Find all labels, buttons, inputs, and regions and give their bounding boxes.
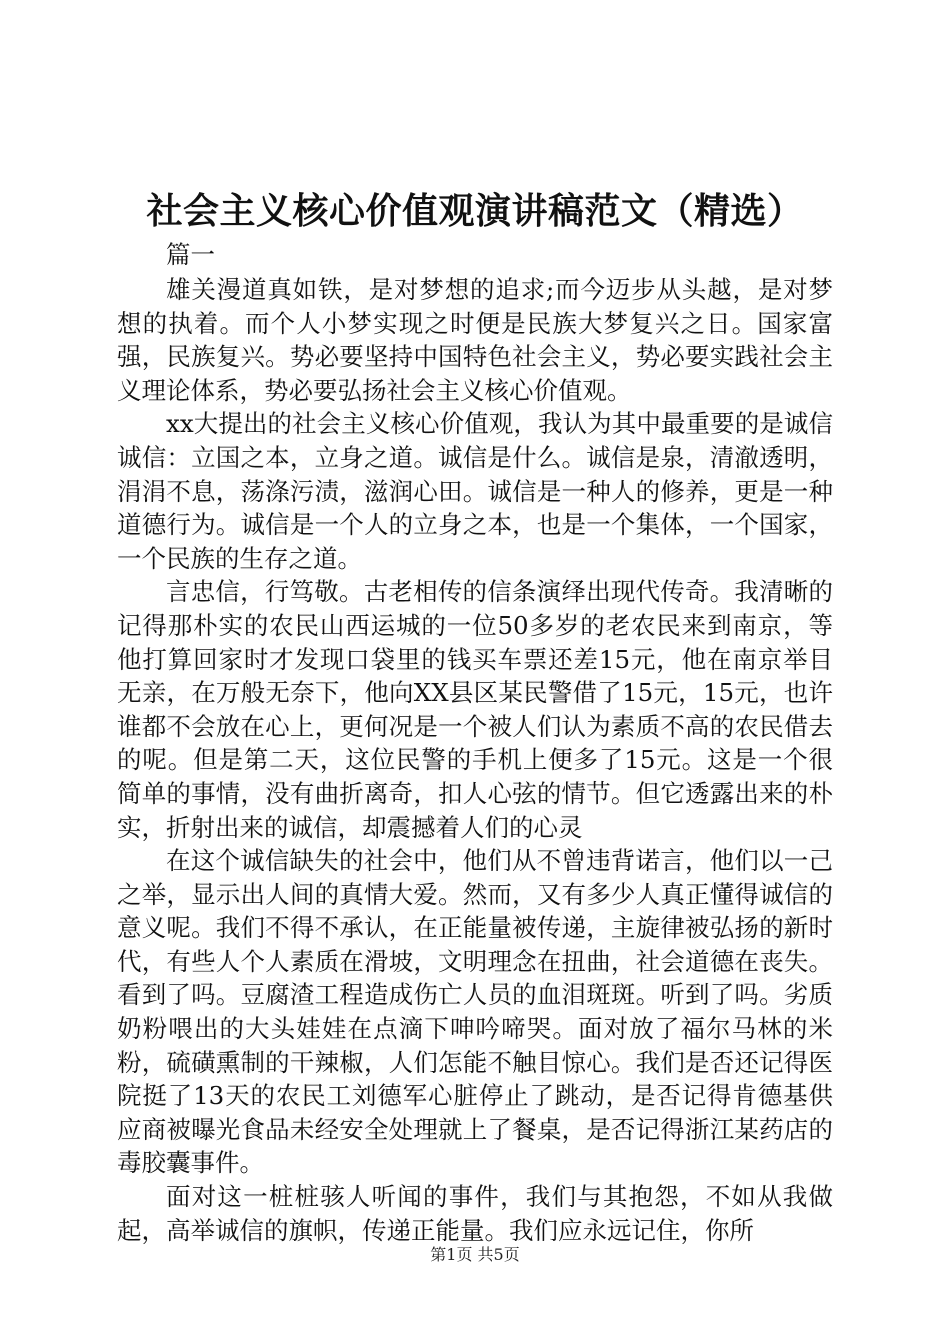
paragraph-2: xx大提出的社会主义核心价值观，我认为其中最重要的是诚信诚信：立国之本，立身之道。诚信是什么。诚信是泉，清澈透明，涓涓不息，荡涤污渍，滋润心田。诚信是一种人的修养，更是一种道德行为。诚信是一个人的立身之本，也是一个集体，一个国家，一个民族的生存之道。	[117, 409, 833, 573]
section-label: 篇一	[166, 240, 215, 269]
paragraph-4: 在这个诚信缺失的社会中，他们从不曾违背诺言，他们以一己之举，显示出人间的真情大爱。然而，又有多少人真正懂得诚信的意义呢。我们不得不承认，在正能量被传递，主旋律被弘扬的新时代，有些人个人素质在滑坡，文明理念在扭曲，社会道德在丧失。看到了吗。豆腐渣工程造成伤亡人员的血泪斑斑。听到了吗。劣质奶粉喂出的大头娃娃在点滴下呻吟啼哭。面对放了福尔马林的米粉，硫磺熏制的干辣椒，人们怎能不触目惊心。我们是否还记得医院挺了13天的农民工刘德军心脏停止了跳动，是否记得肯德基供应商被曝光食品未经安全处理就上了餐桌，是否记得浙江某药店的毒胶囊事件。	[117, 846, 833, 1178]
paragraph-5: 面对这一桩桩骇人听闻的事件，我们与其抱怨，不如从我做起，高举诚信的旗帜，传递正能量。我们应永远记住，你所	[117, 1182, 833, 1245]
page-footer: 第1页 共5页	[430, 1245, 520, 1264]
paragraph-1: 雄关漫道真如铁，是对梦想的追求;而今迈步从头越，是对梦想的执着。而个人小梦实现之时便是民族大梦复兴之日。国家富强，民族复兴。势必要坚持中国特色社会主义，势必要实践社会主义理论体系，势必要弘扬社会主义核心价值观。	[117, 275, 833, 405]
document-title: 社会主义核心价值观演讲稿范文（精选）	[146, 190, 804, 232]
paragraph-3: 言忠信，行笃敬。古老相传的信条演绎出现代传奇。我清晰的记得那朴实的农民山西运城的一位50多岁的老农民来到南京，等他打算回家时才发现口袋里的钱买车票还差15元，他在南京举目无亲，在万般无奈下，他向XX县区某民警借了15元，15元，也许谁都不会放在心上，更何况是一个被人们认为素质不高的农民借去的呢。但是第二天，这位民警的手机上便多了15元。这是一个很简单的事情，没有曲折离奇，扣人心弦的情节。但它透露出来的朴实，折射出来的诚信，却震撼着人们的心灵	[117, 577, 833, 842]
document-body	[117, 238, 833, 1247]
